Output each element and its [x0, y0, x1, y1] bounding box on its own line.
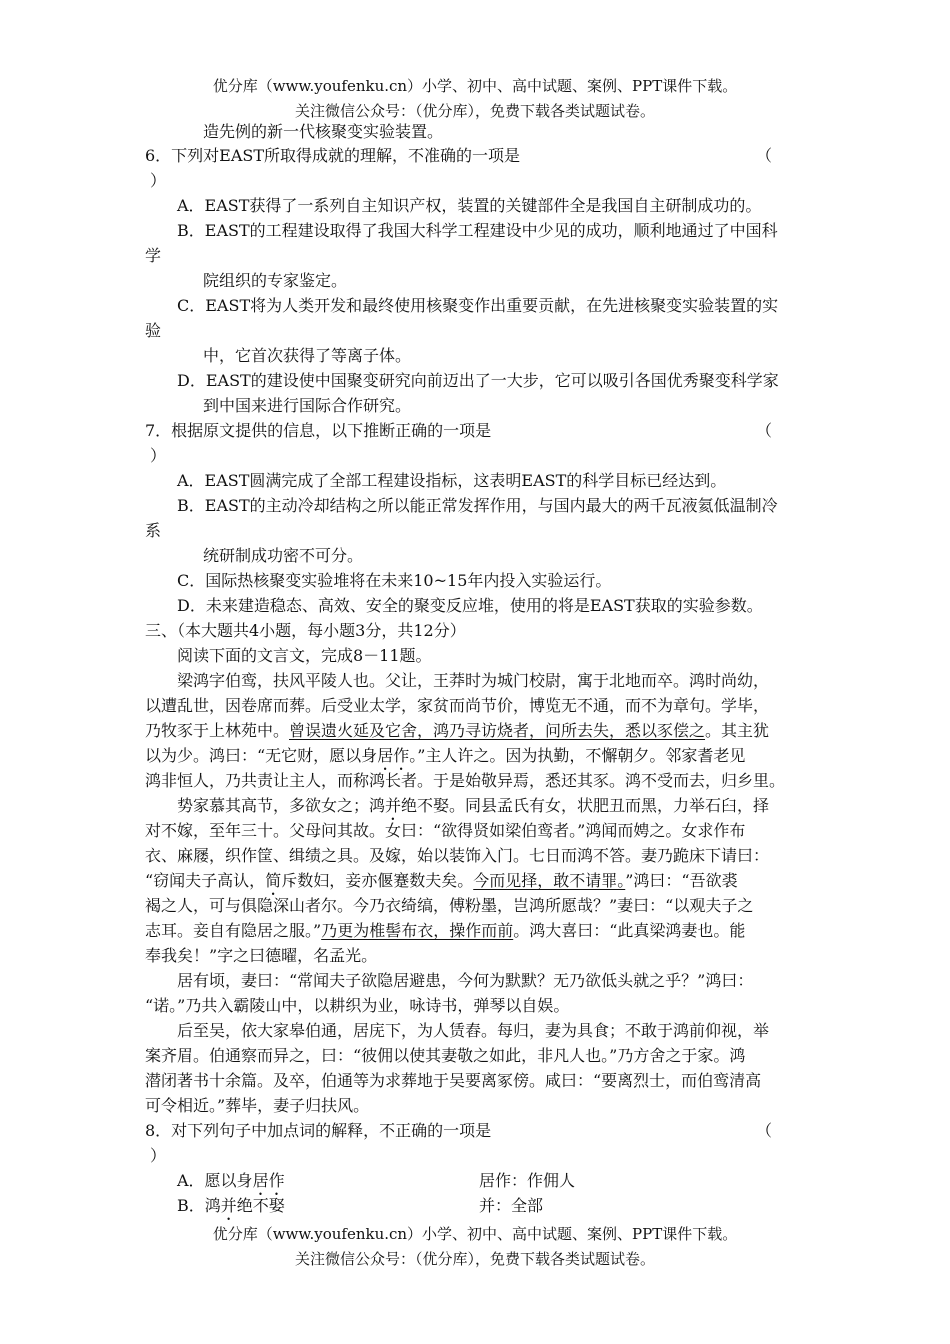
passage-text: 势家慕其高节，多欲女之；鸿 — [177, 796, 386, 815]
q7-option-b-2: 系 — [145, 521, 162, 540]
passage-p2-line-7: 奉我矣！”字之曰德曜，名孟光。 — [145, 946, 378, 965]
passage-p1-line-1: 梁鸿字伯鸾，扶风平陵人也。父让，王莽时为城门校尉，寓于北地而卒。鸿时尚幼， — [177, 671, 770, 690]
q6-paren-close: ） — [150, 171, 167, 190]
q6-option-b-2: 学 — [145, 246, 162, 265]
q8-paren-open: （ — [756, 1121, 773, 1140]
passage-p2-line-5: 褐之人，可与俱隐深山者尔。今乃衣绮缟，傅粉墨，岂鸿所愿哉？”妻曰：“以观夫子之 — [145, 896, 754, 915]
passage-p2-line-6 — [145, 921, 745, 941]
q8-option-a-explanation: 居作：作佣人 — [479, 1171, 576, 1190]
q8-stem: 8．对下列句子中加点词的解释，不正确的一项是 — [145, 1121, 492, 1140]
passage-text: ”鸿曰：“吾欲裘 — [625, 871, 738, 890]
passage-p2-line-3: 衣、麻屦，织作筐、缉绩之具。及嫁，始以装饰入门。七日而鸿不答。妻乃跪床下请曰： — [145, 846, 770, 865]
q6-option-c-3: 中，它首次获得了等离子体。 — [203, 346, 412, 365]
dotted-word-bing: 并 — [220, 1196, 237, 1215]
passage-p2-line-2: 对不嫁，至年三十。父母问其故。女曰：“欲得贤如梁伯鸾者。”鸿闻而娉之。女求作布 — [145, 821, 746, 840]
q7-option-c: C．国际热核聚变实验堆将在未来10~15年内投入实验运行。 — [177, 571, 612, 590]
q7-option-b-3: 统研制成功密不可分。 — [203, 546, 364, 565]
q8-option-a-sentence — [177, 1171, 285, 1199]
q7-paren-close: ） — [150, 446, 167, 465]
q8-option-b-sentence — [177, 1196, 285, 1224]
q7-option-a: A．EAST圆满完成了全部工程建设指标，这表明EAST的科学目标已经达到。 — [177, 471, 727, 490]
q6-option-b-1: B．EAST的工程建设取得了我国大科学工程建设中少见的成功，顺利地通过了中国科 — [177, 221, 778, 240]
footer-line-2: 关注微信公众号：（优分库），免费下载各类试题试卷。 — [294, 1250, 655, 1268]
passage-p3-line-2: “诺。”乃共入霸陵山中，以耕织为业，咏诗书，弹琴以自娱。 — [145, 996, 570, 1015]
q6-paren-open: （ — [756, 146, 773, 165]
passage-p1-line-2: 以遭乱世，因卷席而葬。后受业太学，家贫而尚节价，博览无不通，而不为章句。学毕， — [145, 696, 770, 715]
q7-paren-open: （ — [756, 421, 773, 440]
passage-text: 以为少。鸿曰：“无它财，愿以身 — [145, 746, 378, 765]
passage-p1-line-3 — [145, 721, 769, 741]
passage-text: 。鸿大喜曰：“此真梁鸿妻也。能 — [513, 921, 746, 940]
passage-text: 志耳。妾自有隐居之服。” — [145, 921, 322, 940]
q6-option-d-2: 到中国来进行国际合作研究。 — [203, 396, 412, 415]
q8-option-b-explanation: 并：全部 — [479, 1196, 544, 1215]
underlined-sentence-2: 今而见择，敢不请罪。 — [473, 871, 626, 890]
q6-stem: 6．下列对EAST所取得成就的理解，不准确的一项是 — [145, 146, 521, 165]
dotted-word-jian: 简 — [265, 871, 282, 890]
passage-p2-line-4 — [145, 871, 738, 899]
passage-text: 乃牧豕于上林苑中。 — [145, 721, 290, 740]
passage-text: 。”主人许之。因为执勤，不懈朝夕。邻家耆老见 — [409, 746, 746, 765]
passage-p4-line-4: 可令相近。”葬毕，妻子归扶风。 — [145, 1096, 370, 1115]
passage-text: 绝不娶。同县孟氏有女，状肥丑而黑，力举石臼，择 — [401, 796, 770, 815]
q6-option-a: A．EAST获得了一系列自主知识产权，装置的关键部件全是我国自主研制成功的。 — [177, 196, 762, 215]
passage-p1-line-4 — [145, 746, 745, 774]
q8-paren-close: ） — [150, 1146, 167, 1165]
passage-text: 。其主犹 — [705, 721, 770, 740]
passage-p1-line-5: 鸿非恒人，乃共责让主人，而称鸿长者。于是始敬异焉，悉还其豕。鸿不受而去，归乡里。 — [145, 771, 786, 790]
passage-p4-line-1: 后至吴，依大家皋伯通，居庑下，为人赁舂。每归，妻为具食；不敢于鸿前仰视，举 — [177, 1021, 770, 1040]
option-text: 绝不娶 — [236, 1196, 285, 1215]
dotted-word-juzuo: 居作 — [377, 746, 410, 765]
underlined-sentence-3: 乃更为椎髻布衣，操作而前 — [321, 921, 514, 940]
dotted-word-juzuo: 居作 — [252, 1171, 285, 1190]
passage-p3-line-1: 居有顷，妻曰：“常闻夫子欲隐居避患，今何为默默？无乃欲低头就之乎？”鸿曰： — [177, 971, 754, 990]
header-line-1: 优分库（www.youfenku.cn）小学、初中、高中试题、案例、PPT课件下载。 — [212, 77, 738, 95]
reading-instruction: 阅读下面的文言文，完成8－11题。 — [177, 646, 432, 665]
passage-p4-line-2: 案齐眉。伯通察而异之，曰：“彼佣以使其妻敬之如此，非凡人也。”乃方舍之于家。鸿 — [145, 1046, 746, 1065]
passage-p4-line-3: 潜闭著书十余篇。及卒，伯通等为求葬地于吴要离冢傍。咸曰：“要离烈士，而伯鸾清高 — [145, 1071, 762, 1090]
passage-text: “窃闻夫子高认， — [145, 871, 266, 890]
q6-option-c-2: 验 — [145, 321, 162, 340]
option-text: B．鸿 — [177, 1196, 221, 1215]
passage-continuation: 造先例的新一代核聚变实验装置。 — [203, 122, 444, 141]
section-3-heading: 三、（本大题共4小题，每小题3分，共12分） — [145, 621, 466, 640]
underlined-sentence-1: 曾误遗火延及它舍，鸿乃寻访烧者，问所去失，悉以豕偿之 — [289, 721, 706, 740]
q7-option-d: D．未来建造稳态、高效、安全的聚变反应堆，使用的将是EAST获取的实验参数。 — [177, 596, 763, 615]
q6-option-d-1: D．EAST的建设使中国聚变研究向前迈出了一大步，它可以吸引各国优秀聚变科学家 — [177, 371, 779, 390]
q7-stem: 7．根据原文提供的信息，以下推断正确的一项是 — [145, 421, 492, 440]
option-text: A．愿以身 — [177, 1171, 253, 1190]
header-line-2: 关注微信公众号：（优分库），免费下载各类试题试卷。 — [294, 102, 655, 120]
q6-option-b-3: 院组织的专家鉴定。 — [203, 271, 348, 290]
passage-text: 斥数妇，妾亦偃蹇数夫矣。 — [281, 871, 474, 890]
q6-option-c-1: C．EAST将为人类开发和最终使用核聚变作出重要贡献，在先进核聚变实验装置的实 — [177, 296, 779, 315]
footer-line-1: 优分库（www.youfenku.cn）小学、初中、高中试题、案例、PPT课件下载。 — [212, 1225, 738, 1243]
q7-option-b-1: B．EAST的主动冷却结构之所以能正常发挥作用，与国内最大的两千瓦液氦低温制冷 — [177, 496, 778, 515]
dotted-word-bing: 并 — [385, 796, 402, 815]
passage-p2-line-1 — [177, 796, 769, 824]
